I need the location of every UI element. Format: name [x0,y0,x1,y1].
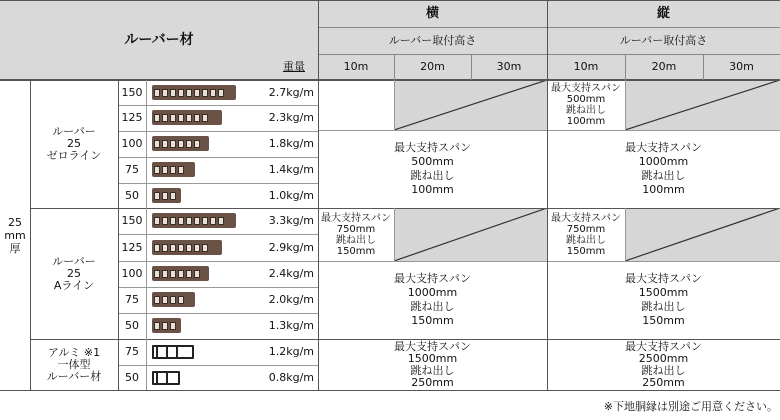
aluminum-profile-icon [152,345,194,359]
yoko-height-20m: 20m [394,54,471,80]
size-cell: 75 [125,293,139,306]
weight-cell: 0.8kg/m [268,370,314,384]
span-note-a-yoko-top: 最大支持スパン 750mm 跳ね出し 150mm [321,212,391,257]
size-cell: 50 [125,370,139,384]
louver-profile-icon [152,213,236,228]
size-cell: 100 [121,267,143,280]
size-cell: 75 [125,345,139,358]
weight-cell: 2.3kg/m [268,111,314,124]
weight-cell: 1.8kg/m [268,137,314,150]
na-cell-a-tate [625,208,780,261]
span-note-a-tate: 最大支持スパン 1500mm 跳ね出し 150mm [625,272,702,327]
size-cell: 100 [121,137,143,150]
na-cell-zero-tate [625,80,780,130]
size-cell: 150 [121,214,143,227]
weight-cell: 1.4kg/m [268,163,314,176]
weight-cell: 1.0kg/m [268,188,314,202]
louver-profile-icon [152,240,222,255]
aluminum-profile-icon [152,371,180,385]
footnote: ※下地胴縁は別途ご用意ください。 [603,400,778,413]
na-cell-a-yoko [394,208,547,261]
thickness-label: 25 mm 厚 [4,215,26,255]
louver-profile-icon [152,292,195,307]
span-note-a-yoko: 最大支持スパン 1000mm 跳ね出し 150mm [394,272,471,327]
header-title: ルーバー材 [124,32,194,48]
yoko-height-30m: 30m [471,54,547,80]
weight-cell: 2.9kg/m [268,240,314,254]
weight-cell: 2.7kg/m [268,85,314,99]
louver-profile-icon [152,318,181,333]
group-name-aluminum: アルミ ※1 一体型 ルーバー材 [46,345,102,383]
louver-profile-icon [152,162,195,177]
louver-profile-icon [152,136,209,151]
span-note-zero-yoko: 最大支持スパン 500mm 跳ね出し 100mm [394,141,471,196]
tate-header: 縦 [547,0,780,27]
size-cell: 125 [121,240,143,254]
yoko-height-10m: 10m [318,54,394,80]
group-name-a-line: ルーバー 25 Aライン [52,254,96,292]
weight-cell: 1.2kg/m [268,345,314,358]
tate-mount-height: ルーバー取付高さ [547,27,780,54]
span-note-zero-tate-top: 最大支持スパン 500mm 跳ね出し 100mm [551,83,621,127]
span-note-a-tate-top: 最大支持スパン 750mm 跳ね出し 150mm [551,212,621,257]
weight-cell: 2.4kg/m [268,267,314,280]
size-cell: 50 [125,188,139,202]
louver-profile-icon [152,266,209,281]
group-name-zero-line: ルーバー 25 ゼロライン [46,125,102,162]
na-cell-zero-yoko [394,80,547,130]
weight-cell: 3.3kg/m [268,214,314,227]
yoko-mount-height: ルーバー取付高さ [318,27,547,54]
louver-profile-icon [152,85,236,100]
weight-label: 重量 [270,56,318,78]
tate-height-30m: 30m [703,54,780,80]
louver-profile-icon [152,188,181,203]
tate-height-10m: 10m [547,54,625,80]
weight-cell: 1.3kg/m [268,319,314,332]
size-cell: 150 [121,85,143,99]
yoko-header: 横 [318,0,547,27]
size-cell: 50 [125,319,139,332]
size-cell: 125 [121,111,143,124]
span-note-zero-tate: 最大支持スパン 1000mm 跳ね出し 100mm [625,141,702,196]
weight-cell: 2.0kg/m [268,293,314,306]
tate-height-20m: 20m [625,54,703,80]
span-note-alu-yoko: 最大支持スパン 1500mm 跳ね出し 250mm [394,339,471,389]
size-cell: 75 [125,163,139,176]
louver-profile-icon [152,110,222,125]
span-note-alu-tate: 最大支持スパン 2500mm 跳ね出し 250mm [625,339,702,389]
